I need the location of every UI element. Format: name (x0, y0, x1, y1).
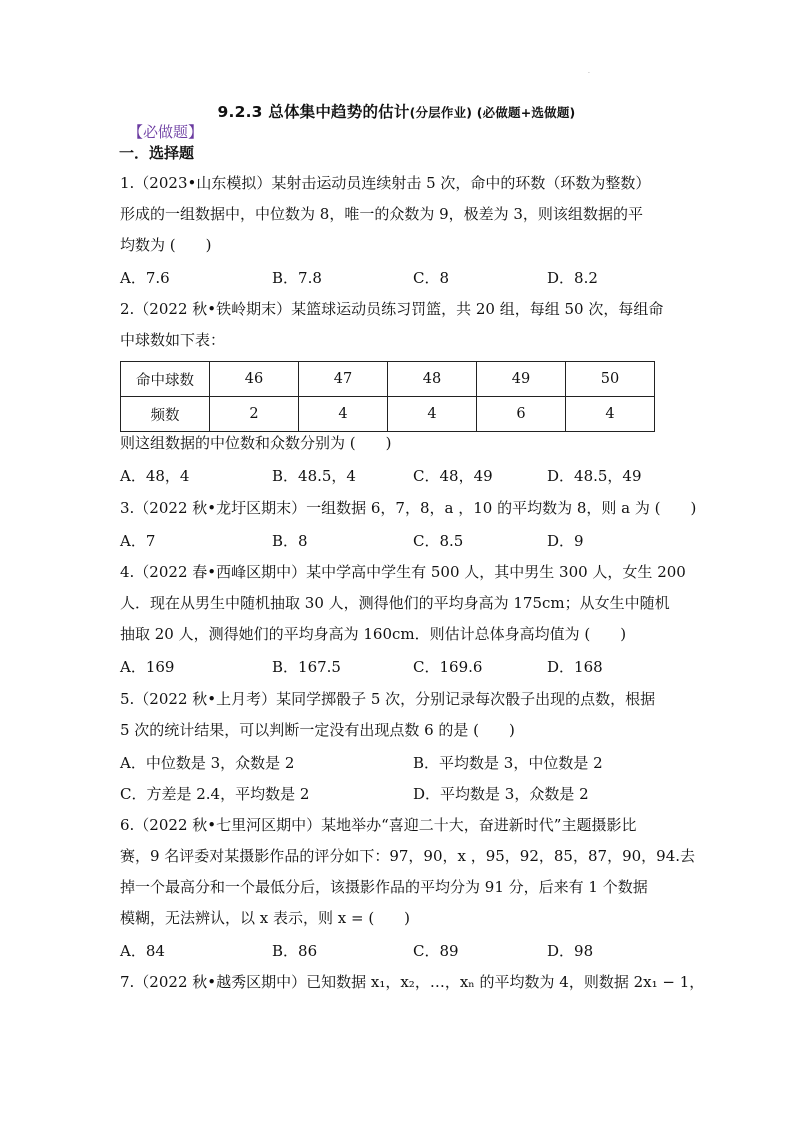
page-title (0, 100, 793, 122)
required-tag: 【必做题】 (128, 123, 204, 141)
question-4-line-3: 抽取 20 人，测得她们的平均身高为 160cm．则估计总体身高均值为 ( ) (120, 625, 627, 643)
title-subtitle: (分层作业) (必做题+选做题) (409, 105, 576, 120)
question-5-option-c: C．方差是 2.4，平均数是 2 (120, 785, 310, 803)
question-6-line-2: 赛，9 名评委对某摄影作品的评分如下：97，90，x ，95，92，85，87，90，94.去 (120, 847, 696, 865)
question-5-option-b: B．平均数是 3，中位数是 2 (413, 754, 603, 772)
table-cell: 6 (477, 397, 566, 432)
table-cell: 2 (210, 397, 299, 432)
table-row (121, 397, 655, 432)
question-6-line-4: 模糊，无法辨认，以 x 表示，则 x = ( ) (120, 909, 411, 927)
question-6-line-3: 掉一个最高分和一个最低分后，该摄影作品的平均分为 91 分，后来有 1 个数据 (120, 878, 648, 896)
question-5-option-a: A．中位数是 3，众数是 2 (120, 754, 295, 772)
question-1-option-b: B．7.8 (272, 269, 322, 287)
question-1-line-2: 形成的一组数据中，中位数为 8，唯一的众数为 9，极差为 3，则该组数据的平 (120, 205, 643, 223)
scan-mark: · (588, 70, 590, 77)
table-cell: 4 (566, 397, 655, 432)
question-6-option-c: C．89 (413, 942, 459, 960)
table-row (121, 362, 655, 397)
question-5-line-1: 5.（2022 秋•上月考）某同学掷骰子 5 次，分别记录每次骰子出现的点数，根据 (120, 690, 656, 708)
question-1-option-a: A．7.6 (120, 269, 170, 287)
section-heading: 一．选择题 (119, 144, 195, 162)
question-1-option-c: C．8 (413, 269, 450, 287)
question-4-option-a: A．169 (120, 658, 175, 676)
table-cell: 频数 (121, 397, 210, 432)
question-4-option-b: B．167.5 (272, 658, 341, 676)
question-1-line-1: 1.（2023•山东模拟）某射击运动员连续射击 5 次，命中的环数（环数为整数） (120, 174, 651, 192)
question-3-line-1: 3.（2022 秋•龙圩区期末）一组数据 6，7，8，a ，10 的平均数为 8，则 a 为 ( ) (120, 499, 697, 517)
question-4-line-2: 人．现在从男生中随机抽取 30 人，测得他们的平均身高为 175cm；从女生中随机 (120, 594, 670, 612)
table-cell: 命中球数 (121, 362, 210, 397)
question-1-option-d: D．8.2 (547, 269, 598, 287)
question-2-option-b: B．48.5，4 (272, 467, 356, 485)
question-6-line-1: 6.（2022 秋•七里河区期中）某地举办“喜迎二十大，奋进新时代”主题摄影比 (120, 816, 637, 834)
table-cell: 48 (388, 362, 477, 397)
table-cell: 50 (566, 362, 655, 397)
question-4-line-1: 4.（2022 春•西峰区期中）某中学高中学生有 500 人，其中男生 300 人，女生 200 (120, 563, 686, 581)
question-6-option-b: B．86 (272, 942, 318, 960)
table-cell: 49 (477, 362, 566, 397)
question-2-line-3: 则这组数据的中位数和众数分别为 ( ) (120, 434, 392, 452)
question-3-option-b: B．8 (272, 532, 308, 550)
question-3-option-a: A．7 (120, 532, 156, 550)
question-2-line-2: 中球数如下表： (120, 331, 226, 349)
question-2-line-1: 2.（2022 秋•铁岭期末）某篮球运动员练习罚篮，共 20 组，每组 50 次，每组命 (120, 300, 664, 318)
frequency-table (120, 361, 655, 432)
question-7-line-1: 7.（2022 秋•越秀区期中）已知数据 x₁，x₂，…，xₙ 的平均数为 4，则数据 2x₁ − 1， (120, 973, 705, 991)
question-6-option-a: A．84 (120, 942, 165, 960)
question-3-option-c: C．8.5 (413, 532, 464, 550)
question-6-option-d: D．98 (547, 942, 594, 960)
question-5-option-d: D．平均数是 3，众数是 2 (413, 785, 589, 803)
title-main: 9.2.3 总体集中趋势的估计 (217, 103, 410, 121)
question-5-line-2: 5 次的统计结果，可以判断一定没有出现点数 6 的是 ( ) (120, 721, 515, 739)
question-1-line-3: 均数为 ( ) (120, 236, 212, 254)
question-4-option-c: C．169.6 (413, 658, 483, 676)
question-3-option-d: D．9 (547, 532, 584, 550)
table-cell: 47 (299, 362, 388, 397)
table-cell: 46 (210, 362, 299, 397)
question-2-option-c: C．48，49 (413, 467, 493, 485)
question-4-option-d: D．168 (547, 658, 603, 676)
table-cell: 4 (299, 397, 388, 432)
table-cell: 4 (388, 397, 477, 432)
question-2-option-a: A．48，4 (120, 467, 190, 485)
question-2-option-d: D．48.5，49 (547, 467, 642, 485)
